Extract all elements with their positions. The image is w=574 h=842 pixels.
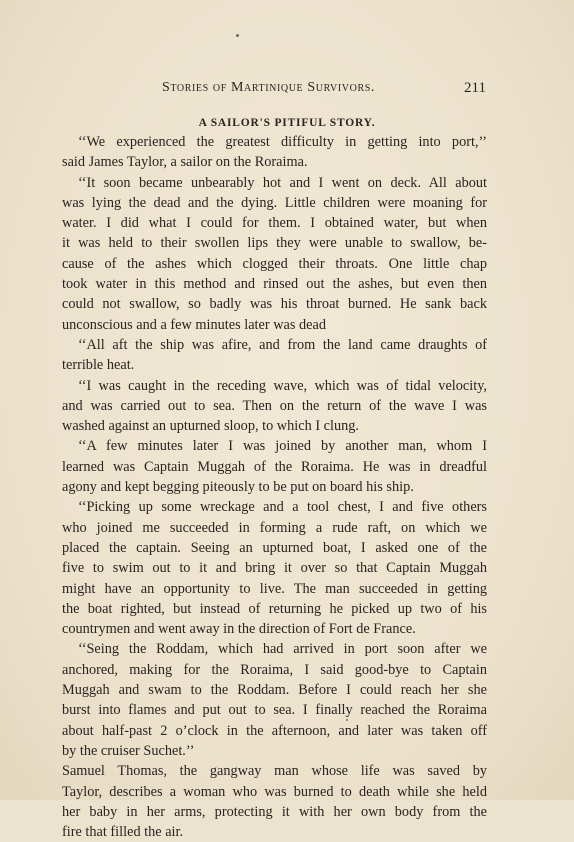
text-line: ‘‘Picking up some wreckage and a tool chest, I and five others <box>78 499 487 516</box>
text-line: five to swim out to it and bring it over so that Captain Muggah <box>62 560 487 577</box>
text-line: learned was Captain Muggah of the Roraima. He was in dreadful <box>62 458 487 475</box>
text-line: and was carried out to sea. Then on the return of the wave I was <box>62 397 487 414</box>
text-line: countrymen and went away in the direction of Fort de France. <box>62 621 416 638</box>
text-line: might have an opportunity to live. The man succeeded in getting <box>62 580 487 597</box>
text-line: the boat righted, but instead of returning he picked up two of his <box>62 600 487 617</box>
chapter-title: A SAILOR'S PITIFUL STORY. <box>198 117 376 129</box>
text-line: ‘‘We experienced the greatest difficulty in getting into port,’’ <box>78 134 487 150</box>
paper-spot <box>236 34 239 37</box>
page-number: 211 <box>464 80 486 96</box>
text-line: cause of the ashes which clogged their throats. One little chap <box>62 255 487 272</box>
text-line: terrible heat. <box>62 357 135 374</box>
text-line: anchored, making for the Roraima, I said good-bye to Captain <box>62 661 487 678</box>
text-line: washed against an upturned sloop, to which I clung. <box>62 418 359 435</box>
text-line: who joined me succeeded in forming a rude raft, on which we <box>62 519 487 536</box>
text-line: by the cruiser Suchet.’’ <box>62 742 195 759</box>
running-title: Stories of Martinique Survivors. <box>162 80 375 95</box>
body-text <box>62 132 487 842</box>
text-line: ‘‘A few minutes later I was joined by another man, whom I <box>78 438 487 455</box>
text-line: about half-past 2 o’clock in the afternoon, and later was taken off <box>62 722 487 739</box>
text-line: placed the captain. Seeing an upturned boat, I asked one of the <box>62 539 487 556</box>
text-line: Muggah and swam to the Roddam. Before I could reach her she <box>62 682 487 699</box>
text-line: it was held to their swollen lips they were unable to swallow, be- <box>62 235 487 252</box>
text-line: ‘‘All aft the ship was afire, and from the land came draughts of <box>78 336 487 353</box>
text-line: Samuel Thomas, the gangway man whose life was saved by <box>62 763 487 780</box>
text-line: ‘‘I was caught in the receding wave, which was of tidal velocity, <box>78 377 487 394</box>
text-line: burst into flames and put out to sea. I finally reached the Roraima <box>62 702 487 719</box>
text-line: unconscious and a few minutes later was dead <box>62 316 327 333</box>
text-line: ‘‘It soon became unbearably hot and I went on deck. All about <box>78 174 487 191</box>
text-line: could not swallow, so badly was his throat burned. He sank back <box>62 296 487 313</box>
text-line: agony and kept begging piteously to be put on board his ship. <box>62 479 414 496</box>
text-line: took water in this method and rinsed out the ashes, but even then <box>62 276 487 293</box>
text-line: fire that filled the air. <box>62 824 184 841</box>
text-line: Taylor, describes a woman who was burned to death while she held <box>62 783 487 800</box>
text-line: was lying the dead and the dying. Little children were moaning for <box>62 194 487 211</box>
text-line: said James Taylor, a sailor on the Roraima. <box>62 154 308 171</box>
text-line: her baby in her arms, protecting it with her own body from the <box>62 803 487 820</box>
running-head <box>162 80 488 100</box>
text-line: ‘‘Seing the Roddam, which had arrived in port soon after we <box>78 641 487 658</box>
text-line: water. I did what I could for them. I obtained water, but when <box>62 215 487 232</box>
